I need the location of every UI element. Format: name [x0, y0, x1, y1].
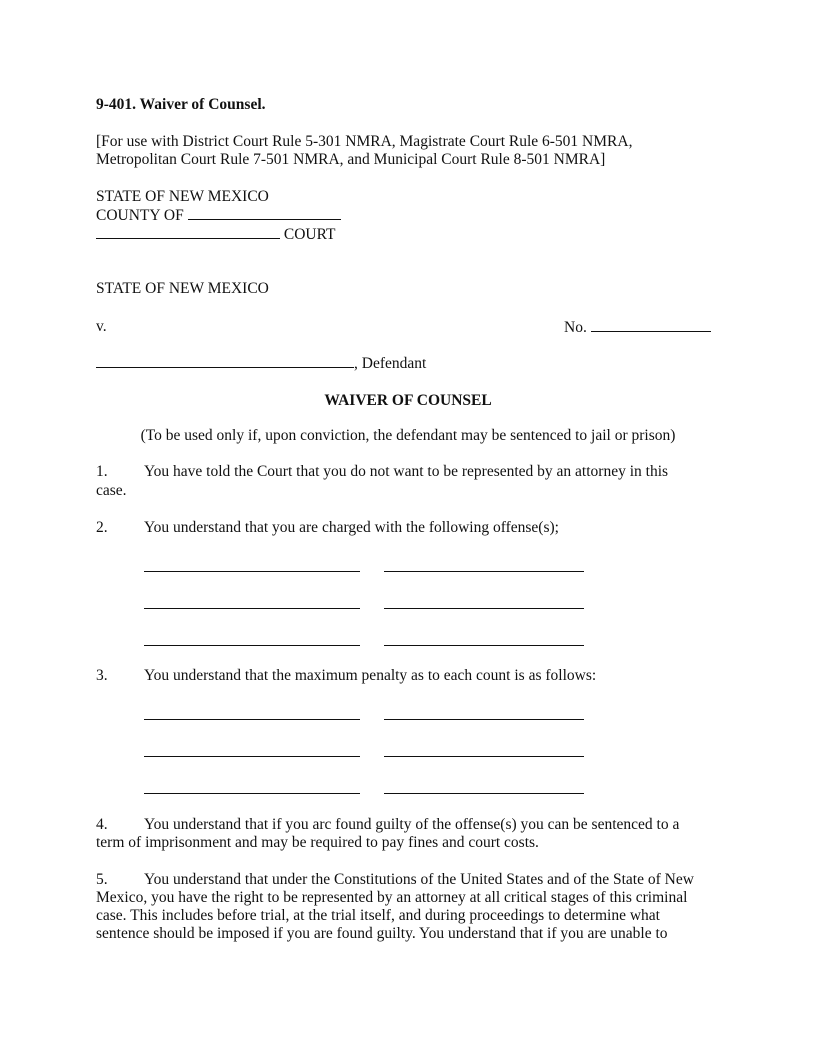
defendant-label: , Defendant [354, 355, 427, 372]
item-1-line-2: case. [96, 482, 127, 499]
penalty-blank-1a[interactable] [144, 719, 360, 720]
caption-state: STATE OF NEW MEXICO [96, 188, 269, 205]
offense-blank-3a[interactable] [144, 645, 360, 646]
item-5-line-3: case. This includes before trial, at the trial itself, and during proceedings to determine what [96, 907, 660, 924]
case-number [564, 318, 711, 338]
form-subtitle: (To be used only if, upon conviction, the defendant may be sentenced to jail or prison) [140, 427, 676, 444]
penalty-blank-2b[interactable] [384, 756, 584, 757]
form-heading: 9-401. Waiver of Counsel. [96, 96, 266, 113]
item-5-line-2: Mexico, you have the right to be represented by an attorney at all critical stages of this criminal [96, 889, 688, 906]
item-1-number: 1. [96, 463, 108, 480]
item-3-text: You understand that the maximum penalty as to each count is as follows: [144, 667, 597, 684]
offense-blank-1b[interactable] [384, 571, 584, 572]
defendant-name-blank[interactable] [96, 354, 354, 368]
usage-note-line-2: Metropolitan Court Rule 7-501 NMRA, and Municipal Court Rule 8-501 NMRA] [96, 151, 606, 168]
item-1-line-1: You have told the Court that you do not want to be represented by an attorney in this [144, 463, 669, 480]
defendant-line [96, 354, 426, 374]
plaintiff-name: STATE OF NEW MEXICO [96, 280, 269, 297]
penalty-blank-3b[interactable] [384, 793, 584, 794]
form-title: WAIVER OF COUNSEL [324, 392, 492, 409]
item-5-line-1: You understand that under the Constitutions of the United States and of the State of New [144, 871, 694, 888]
item-4-line-1: You understand that if you arc found guilty of the offense(s) you can be sentenced to a [144, 816, 680, 833]
item-2-number: 2. [96, 519, 108, 536]
offense-blank-3b[interactable] [384, 645, 584, 646]
case-number-label: No. [564, 319, 587, 336]
county-blank[interactable] [188, 206, 341, 220]
item-4-number: 4. [96, 816, 108, 833]
case-number-blank[interactable] [591, 318, 711, 332]
offense-blank-2a[interactable] [144, 608, 360, 609]
county-label: COUNTY OF [96, 207, 184, 224]
item-2-text: You understand that you are charged with the following offense(s); [144, 519, 559, 536]
penalty-blank-2a[interactable] [144, 756, 360, 757]
item-4-line-2: term of imprisonment and may be required to pay fines and court costs. [96, 834, 539, 851]
offense-blank-2b[interactable] [384, 608, 584, 609]
offense-blank-1a[interactable] [144, 571, 360, 572]
penalty-blank-3a[interactable] [144, 793, 360, 794]
court-label: COURT [283, 226, 336, 243]
caption-court [96, 225, 335, 245]
versus-label: v. [96, 318, 107, 335]
court-name-blank[interactable] [96, 225, 280, 239]
penalty-blank-1b[interactable] [384, 719, 584, 720]
item-3-number: 3. [96, 667, 108, 684]
caption-county [96, 206, 341, 226]
item-5-line-4: sentence should be imposed if you are found guilty. You understand that if you are unable to [96, 925, 668, 942]
item-5-number: 5. [96, 871, 108, 888]
usage-note-line-1: [For use with District Court Rule 5-301 NMRA, Magistrate Court Rule 6-501 NMRA, [96, 133, 633, 150]
